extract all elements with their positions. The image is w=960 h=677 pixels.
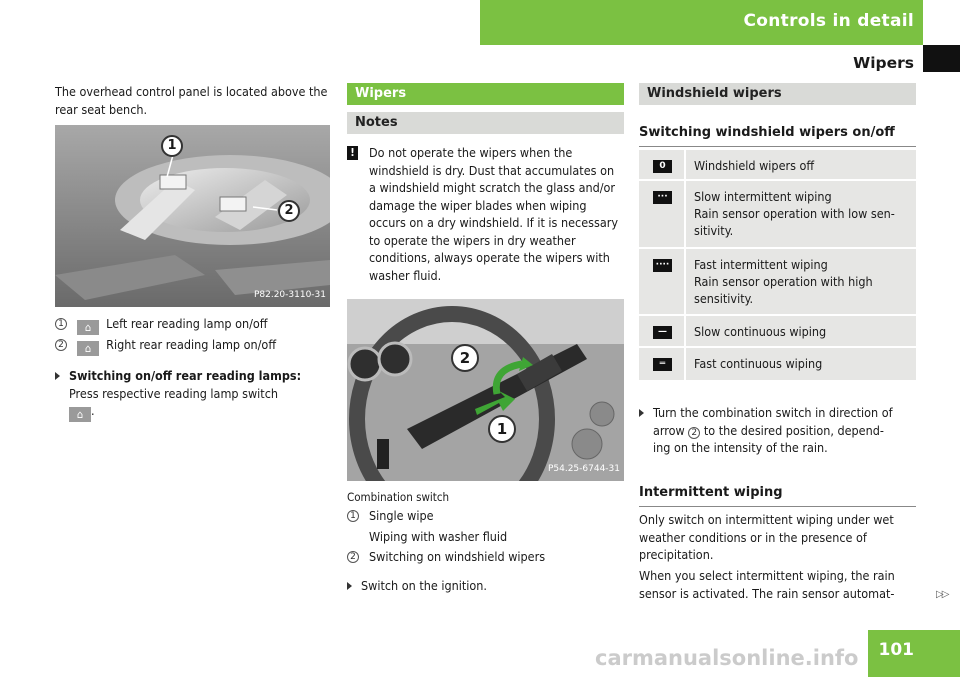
table-row [639,150,916,181]
subsection-title: Wipers [853,54,914,72]
wipers-band: Wipers [347,83,624,105]
header-tab [923,45,960,72]
legend-number: 1 [347,510,359,522]
legend-number: 2 [347,551,359,563]
instruction-text: Press respective reading lamp switch [69,385,279,401]
overhead-panel-photo [55,125,330,307]
windshield-wipers-band: Windshield wipers [639,83,916,105]
legend-text: Single wipe [369,508,434,523]
fast-continuous-icon: ═ [653,358,672,371]
instruction-end: . [91,403,95,418]
step-arrow-icon [347,582,352,590]
note-text: Do not operate the wipers when the windshield is dry. Dust that accumulates on a windshield might scratch the glass and/or damage the wiper blades when wiping occurs on a dry windshield. If it is necessary to operate the wipers in dry weather conditions, always operate the wipers with washer fluid. [369,145,619,283]
figure-code: P54.25-6744-31 [547,463,620,474]
figure-code: P82.20-3110-31 [253,289,326,300]
step-text: Switch on the ignition. [361,578,487,593]
legend-number: 2 [55,339,67,351]
page-number: 101 [878,640,914,660]
callout-2: 2 [278,200,300,222]
combination-switch-illustration [347,299,624,481]
note-block [347,144,624,284]
fast-intermittent-icon: ···· [653,259,672,272]
slow-intermittent-icon: ··· [653,191,672,204]
legend-text: Wiping with washer fluid [369,529,508,544]
page-number-box [868,630,960,677]
reading-lamp-icon: ⌂ [77,341,99,356]
intermittent-title: Intermittent wiping [639,484,916,507]
step-arrow-icon [55,372,60,380]
continue-marker-icon: ▷▷ [936,589,948,600]
legend-text: Left rear reading lamp on/off [106,316,268,331]
reading-lamp-icon: ⌂ [77,320,99,335]
combination-switch-photo [347,299,624,481]
wiper-off-icon: 0 [653,160,672,173]
row-text: Fast continuous wiping [694,356,823,371]
watermark: carmanualsonline.info [595,646,859,670]
turn-switch-step [653,404,916,457]
table-row [639,249,916,316]
paragraph: Only switch on intermittent wiping under wet weather conditions or in the presence of precipitation. [639,512,894,562]
row-text: sitivity. [694,223,734,238]
wiper-positions-table [639,150,916,380]
slow-continuous-icon: — [653,326,672,339]
row-text: Windshield wipers off [694,158,815,173]
step-line: to the desired position, depend- [703,422,884,438]
legend-text: Right rear reading lamp on/off [106,337,277,352]
switching-title: Switching windshield wipers on/off [639,124,916,147]
row-text: Slow continuous wiping [694,324,827,339]
row-text: Rain sensor operation with low sen- [694,206,895,221]
callout-1: 1 [161,135,183,157]
section-title: Controls in detail [743,11,914,31]
intro-text: The overhead control panel is located above the rear seat bench. [55,84,328,117]
table-row [639,316,916,348]
row-text: sensitivity. [694,291,754,306]
instruction [69,367,330,422]
paragraph: When you select intermittent wiping, the rain sensor is activated. The rain sensor automat- [639,568,895,601]
table-row [639,348,916,380]
callout-1: 1 [488,415,516,443]
step-line: ing on the intensity of the rain. [653,440,828,455]
step-arrow-icon [639,409,644,417]
row-text: Rain sensor operation with high [694,274,873,289]
step-word: arrow [653,422,685,438]
step-line: Turn the combination switch in direction of [653,405,893,420]
figure-caption: Combination switch [347,490,450,504]
warning-icon: ! [347,146,358,160]
reading-lamp-icon: ⌂ [69,407,91,422]
arrow-number: 2 [688,427,700,439]
row-text: Fast intermittent wiping [694,257,828,272]
legend-number: 1 [55,318,67,330]
callout-2: 2 [451,344,479,372]
legend-text: Switching on windshield wipers [369,549,546,564]
notes-band: Notes [347,112,624,134]
instruction-title: Switching on/off rear reading lamps: [69,368,302,383]
table-row [639,181,916,249]
row-text: Slow intermittent wiping [694,189,832,204]
